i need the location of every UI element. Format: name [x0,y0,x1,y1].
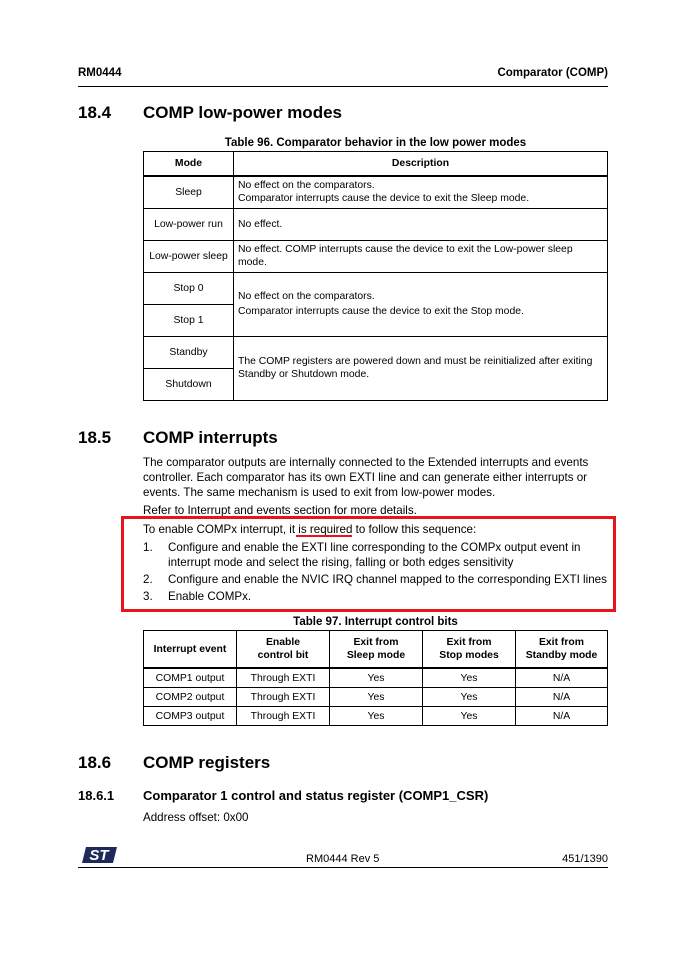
table-cell: N/A [516,707,608,726]
step-line: Enable COMPx. [168,590,252,603]
description-line: The COMP registers are powered down and must be reinitialized after exiting [238,356,593,367]
header-line: control bit [257,650,309,661]
section-18-6-1-title: Comparator 1 control and status register (COMP1_CSR) [143,788,489,803]
address-offset: Address offset: 0x00 [143,811,249,824]
section-18-4-title: COMP low-power modes [143,103,342,122]
header-line: Sleep mode [346,650,406,661]
table-row [144,707,608,726]
section-18-6-title: COMP registers [143,753,271,772]
st-logo-icon [80,845,118,865]
header-line: Exit from [446,637,492,648]
table-cell: Yes [423,668,516,688]
table-96-header-mode: Mode [144,152,234,177]
table-cell: N/A [516,688,608,707]
paragraph-line: controller. Each comparator has its own EXTI line and can generate either interrupts or [143,471,588,484]
table-97-header-row [144,631,608,669]
mode-cell: Stop 0 [144,272,234,304]
table-row [144,176,608,208]
table-96-header-description: Description [234,152,608,177]
step-number: 1. [143,541,153,554]
table-cell: Through EXTI [237,668,330,688]
table-96-header-row [144,152,608,177]
table-cell: Yes [423,707,516,726]
section-18-5-title: COMP interrupts [143,428,278,447]
footer-page-number: 451/1390 [562,853,608,865]
table-97-header [516,631,608,669]
table-cell: Yes [423,688,516,707]
step-line: interrupt mode and select the rising, falling or both edges sensitivity [168,556,514,569]
table-cell: N/A [516,668,608,688]
description-cell: No effect. [234,208,608,240]
annotation-highlight-box [121,516,616,612]
description-cell [234,336,608,400]
header-line: Standby mode [525,650,598,661]
header-rule [78,86,608,87]
step-line: Configure and enable the NVIC IRQ channel mapped to the corresponding EXTI lines [168,573,607,586]
table-cell: Through EXTI [237,707,330,726]
mode-cell: Stop 1 [144,304,234,336]
step-line: Configure and enable the EXTI line corresponding to the COMPx output event in [168,541,581,554]
header-chapter: Comparator (COMP) [497,67,608,79]
mode-cell: Standby [144,336,234,368]
table-row [144,688,608,707]
description-line: No effect on the comparators. [238,180,375,192]
table-cell: Yes [330,707,423,726]
section-18-6-number: 18.6 [78,753,112,772]
table-97-header [237,631,330,669]
mode-cell: Shutdown [144,368,234,400]
table-row [144,240,608,272]
step-number: 2. [143,573,153,586]
footer-revision: RM0444 Rev 5 [306,853,380,865]
header-doc-id: RM0444 [78,67,122,79]
annotation-underline [296,535,352,537]
description-line: Standby or Shutdown mode. [238,369,370,380]
table-cell: COMP3 output [144,707,237,726]
refer-paragraph: Refer to Interrupt and events section for more details. [143,504,417,517]
table-97-header [330,631,423,669]
mode-cell: Low-power sleep [144,240,234,272]
table-row [144,208,608,240]
table-row [144,272,608,304]
header-line: Exit from [538,637,585,648]
header-line: Enable [265,637,301,648]
footer-rule [78,867,608,868]
mode-cell: Sleep [144,176,234,208]
description-line: Comparator interrupts cause the device to exit the Sleep mode. [238,193,530,205]
table-cell: Yes [330,688,423,707]
description-line: Comparator interrupts cause the device to exit the Stop mode. [238,306,524,317]
table-97-header [423,631,516,669]
table-96 [143,151,608,401]
table-cell: COMP1 output [144,668,237,688]
table-cell: Yes [330,668,423,688]
table-97-header [144,631,237,669]
section-18-6-1-number: 18.6.1 [78,788,115,803]
paragraph-line: The comparator outputs are internally connected to the Extended interrupts and events [143,456,589,469]
table-97 [143,630,608,726]
paragraph-line: events. The same mechanism is used to exit from low-power modes. [143,486,496,499]
table-cell: COMP2 output [144,688,237,707]
description-line: No effect on the comparators. [238,291,375,302]
interrupts-paragraph [143,455,611,500]
step-number: 3. [143,590,153,603]
header-line: Exit from [353,637,399,648]
description-cell [234,176,608,208]
table-96-caption: Table 96. Comparator behavior in the low power modes [224,137,527,149]
mode-cell: Low-power run [144,208,234,240]
description-cell [234,272,608,336]
section-18-5-number: 18.5 [78,428,112,447]
st-logo-text: ST [89,847,109,864]
description-cell: No effect. COMP interrupts cause the device to exit the Low-power sleep mode. [234,240,608,272]
header-line: Interrupt event [153,643,227,655]
enable-intro: To enable COMPx interrupt, it is required to follow this sequence: [143,523,477,536]
table-cell: Through EXTI [237,688,330,707]
table-row [144,668,608,688]
table-row [144,336,608,368]
table-97-caption: Table 97. Interrupt control bits [293,616,458,628]
section-18-4-number: 18.4 [78,103,112,122]
header-line: Stop modes [439,650,499,661]
